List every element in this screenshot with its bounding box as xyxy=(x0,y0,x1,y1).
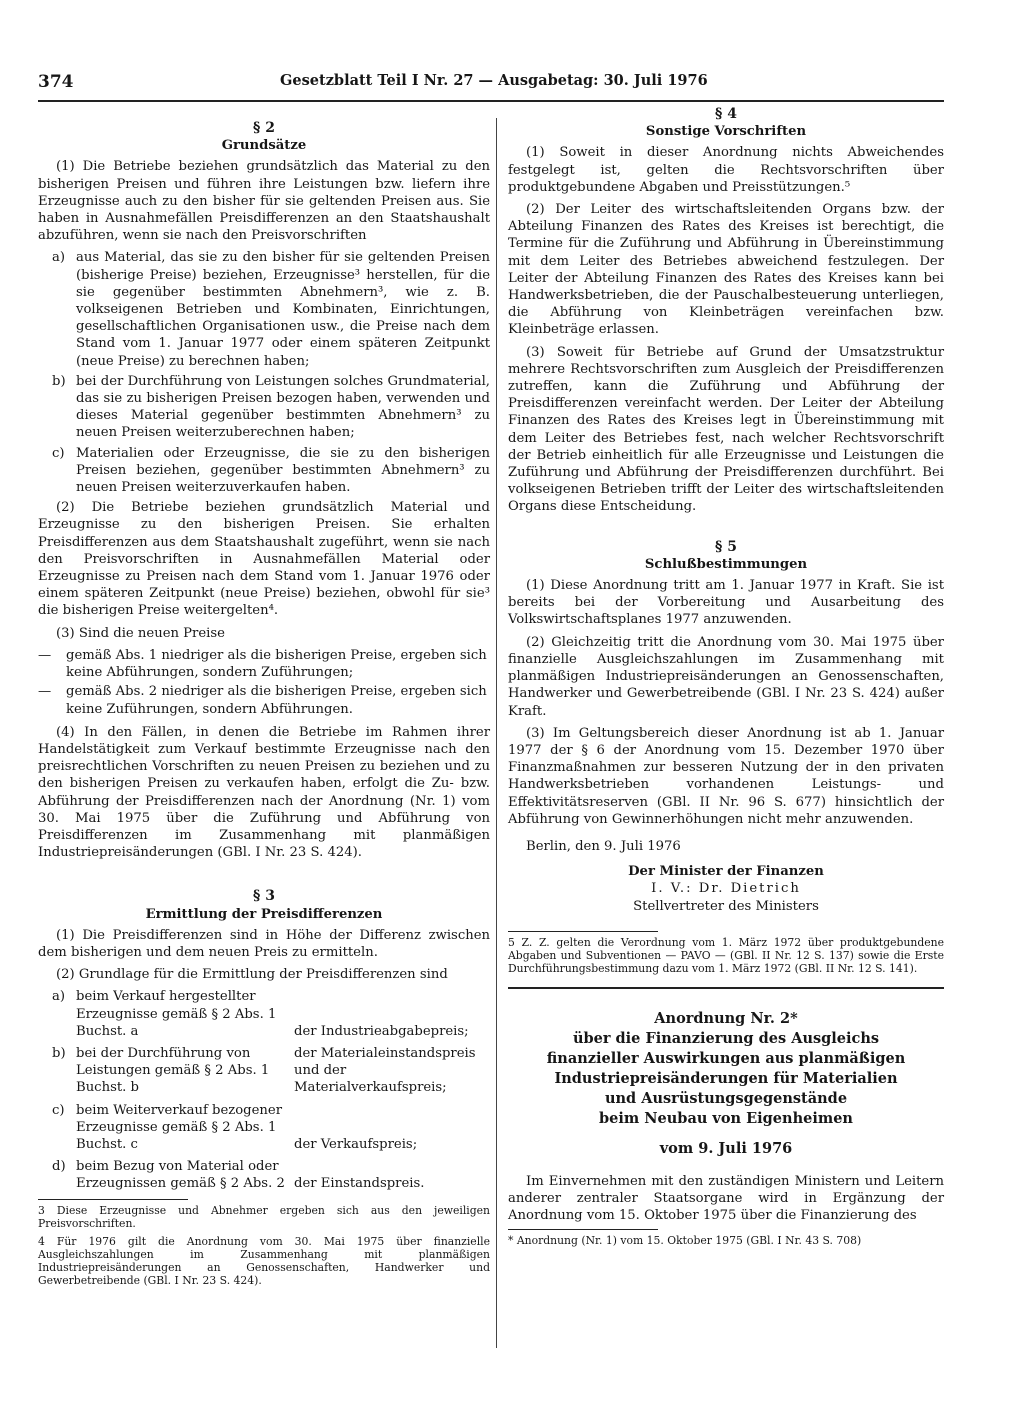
basis-row xyxy=(38,988,490,1040)
anordnung-footnote: * Anordnung (Nr. 1) vom 15. Oktober 1975 (GBl. I Nr. 43 S. 708) xyxy=(508,1234,862,1248)
footnote-3: 3 Diese Erzeugnisse und Abnehmer ergeben sich aus den jeweiligen Preisvorschriften. xyxy=(38,1203,490,1230)
basis-row xyxy=(38,1158,490,1192)
section-3-paragraph-2: (2) Grundlage für die Ermittlung der Preisdifferenzen sind xyxy=(56,967,448,983)
basis-row xyxy=(38,1045,490,1097)
basis-row-text: beim Weiterverkauf bezogener Erzeugnisse gemäß § 2 Abs. 1 Buchst. c xyxy=(76,1102,283,1152)
section-2-title: Grundsätze xyxy=(221,138,307,154)
list-item-label: b) xyxy=(52,373,66,389)
dash-item xyxy=(38,647,490,681)
anordnung-title xyxy=(508,1009,944,1159)
dash-label: — xyxy=(38,647,52,663)
section-5-number: § 5 xyxy=(715,538,737,555)
section-2-paragraph-3: (3) Sind die neuen Preise xyxy=(56,625,225,641)
section-4-paragraph-1: (1) Soweit in dieser Anordnung nichts Abweichendes festgelegt ist, gelten die Rechtsvorschriften über produktgebundene Abgaben und Preisstützungen.⁵ xyxy=(508,145,944,195)
footnote-4: 4 Für 1976 gilt die Anordnung vom 30. Mai 1975 über finanzielle Ausgleichszahlungen im Zusammenhang mit planmäßigen Industriepreisänderungen an Genossenschaften, Handwerker und Gewerbetreibende (GBl. I Nr. 23 S. 424). xyxy=(38,1234,490,1287)
section-divider xyxy=(508,987,944,989)
basis-row-text: beim Bezug von Material oder Erzeugnissen gemäß § 2 Abs. 2 xyxy=(76,1159,285,1192)
list-item-text: Materialien oder Erzeugnisse, die sie zu den bisherigen Preisen beziehen, gegenüber bestimmten Abnehmern³ zu neuen Preisen weiterzuverkaufen haben. xyxy=(76,445,490,496)
basis-row-value: der Verkaufspreis; xyxy=(294,1136,418,1152)
left-column xyxy=(38,120,490,1292)
signature-office: Der Minister der Finanzen xyxy=(628,864,824,880)
basis-row-label: d) xyxy=(52,1159,66,1175)
section-5-paragraph-3: (3) Im Geltungsbereich dieser Anordnung ist ab 1. Januar 1977 der § 6 der Anordnung vom 15. Dezember 1970 über Finanzmaßnahmen zur besseren Nutzung der in den privaten Handwerksbetrieben vorhandenen Leistungs- und Effektivitätsreserven (GBl. II Nr. 96 S. 677) hinsichtlich der Abführung von Gewinnerhöhungen nicht mehr anzuwenden. xyxy=(508,725,944,827)
header-rule xyxy=(38,100,944,102)
column-divider xyxy=(496,118,497,1348)
section-3-paragraph-1: (1) Die Preisdifferenzen sind in Höhe der Differenz zwischen dem bisherigen und dem neuen Preis zu ermitteln. xyxy=(38,927,490,960)
basis-row-text: beim Verkauf hergestellter Erzeugnisse gemäß § 2 Abs. 1 Buchst. a xyxy=(76,989,277,1039)
basis-row-label: a) xyxy=(52,989,66,1005)
section-4-paragraph-2: (2) Der Leiter des wirtschaftsleitenden Organs bzw. der Abteilung Finanzen des Rates des Kreises ist berechtigt, die Termine für die Zuführung und Abführung in Übereinstimmung mit dem Leiter des Betriebes abweichend festzulegen. Der Leiter der Abteilung Finanzen des Rates des Kreises kann bei Handwerksbetrieben, die der Pauschalbesteuerung unterliegen, die Abführung von Kleinbeträgen vereinfachen bzw. Kleinbeträge erlassen. xyxy=(508,202,944,338)
basis-row-label: b) xyxy=(52,1045,66,1061)
section-2-paragraph-4: (4) In den Fällen, in denen die Betriebe im Rahmen ihrer Handelstätigkeit zum Verkauf bestimmte Erzeugnisse nach den preisrechtlichen Vorschriften zu neuen Preisen zu beziehen und zu den bisherigen Preisen zu verkaufen haben, erfolgt die Zu- bzw. Abführung der Preisdifferenzen nach der Anordnung (Nr. 1) vom 30. Mai 1975 über die Zuführung und Abführung von Preisdifferenzen im Zusammenhang mit planmäßigen Industriepreisänderungen (GBl. I Nr. 23 S. 424). xyxy=(38,724,490,861)
footnote-rule xyxy=(508,1229,658,1230)
dash-label: — xyxy=(38,684,52,700)
dash-item xyxy=(38,683,490,717)
section-4-number: § 4 xyxy=(715,106,737,122)
section-5-paragraph-2: (2) Gleichzeitig tritt die Anordnung vom 30. Mai 1975 über finanzielle Ausgleichszahlungen im Zusammenhang mit planmäßigen Industriepreisänderungen an Genossenschaften, Handwerker und Gewerbetreibende (GBl. I Nr. 23 S. 424) außer Kraft. xyxy=(508,634,944,719)
anordnung-date: vom 9. Juli 1976 xyxy=(659,1139,793,1157)
anordnung-title-line: beim Neubau von Eigenheimen xyxy=(599,1109,853,1127)
footnote-rule xyxy=(508,931,658,932)
section-2-number: § 2 xyxy=(253,120,275,136)
list-item xyxy=(38,445,490,497)
section-5-paragraph-1: (1) Diese Anordnung tritt am 1. Januar 1977 in Kraft. Sie ist bereits bei der Vorbereitung und Ausarbeitung des Volkswirtschaftsplanes 1977 anzuwenden. xyxy=(508,578,944,628)
section-4-title: Sonstige Vorschriften xyxy=(645,124,807,140)
page-header xyxy=(38,72,944,96)
list-item-label: c) xyxy=(52,445,65,461)
basis-row-value: der Materialeinstandspreis und der Materialverkaufspreis; xyxy=(294,1045,476,1096)
footnote-5: 5 Z. Z. gelten die Verordnung vom 1. März 1972 über produktgebundene Abgaben und Subventionen — PAVO — (GBl. II Nr. 12 S. 137) sowie die Erste Durchführungsbestimmung dazu vom 1. März 1972 (GBl. II Nr. 12 S. 141). xyxy=(508,935,944,975)
anordnung-title-line: und Ausrüstungsgegenstände xyxy=(604,1089,848,1107)
basis-row xyxy=(38,1102,490,1154)
anordnung-title-line: über die Finanzierung des Ausgleichs xyxy=(572,1029,880,1047)
footnote-rule xyxy=(38,1199,188,1200)
dash-text: gemäß Abs. 2 niedriger als die bisherigen Preise, ergeben sich keine Zuführungen, sondern Abführungen. xyxy=(66,684,487,717)
anordnung-title-line: finanzieller Auswirkungen aus planmäßigen xyxy=(546,1049,906,1067)
section-5-title: Schlußbestimmungen xyxy=(644,556,808,572)
anordnung-title-line: Anordnung Nr. 2* xyxy=(654,1009,798,1027)
dash-text: gemäß Abs. 1 niedriger als die bisherigen Preise, ergeben sich keine Abführungen, sondern Zuführungen; xyxy=(66,647,487,681)
page-number: 374 xyxy=(38,72,74,92)
basis-row-value: der Einstandspreis. xyxy=(294,1176,425,1192)
section-2-paragraph-2: (2) Die Betriebe beziehen grundsätzlich Material und Erzeugnisse zu den bisherigen Preisen. Sie erhalten Preisdifferenzen aus dem Staatshaushalt zugeführt, wenn sie nach den Preisvorschriften in Ausnahmefällen Material oder Erzeugnisse zu Preisen nach dem Stand vom 1. Januar 1976 oder einem späteren Zeitpunkt (neue Preise) beziehen, obwohl für sie³ die bisherigen Preise weitergelten⁴. xyxy=(38,500,490,619)
basis-row-value: der Industrieabgabepreis; xyxy=(294,1023,469,1039)
section-3-number: § 3 xyxy=(253,888,275,905)
list-item-text: bei der Durchführung von Leistungen solches Grundmaterial, das sie zu bisherigen Preisen bezogen haben, verwenden und dieses Material gegenüber bestimmten Abnehmern³ zu neuen Preisen weiterzuberechnen haben; xyxy=(76,373,490,441)
signature-place-date: Berlin, den 9. Juli 1976 xyxy=(526,838,681,854)
list-item xyxy=(38,373,490,442)
header-title: Gesetzblatt Teil I Nr. 27 — Ausgabetag: 30. Juli 1976 xyxy=(280,72,708,89)
list-item xyxy=(38,249,490,369)
basis-row-label: c) xyxy=(52,1102,65,1118)
section-2-paragraph-1: (1) Die Betriebe beziehen grundsätzlich das Material zu den bisherigen Preisen und führen ihre Leistungen bzw. liefern ihre Erzeugnisse auch zu den bisher für sie geltenden Preisen aus. Sie haben in Ausnahmefällen Preisdifferenzen an den Staatshaushalt abzuführen, wenn sie nach den Preisvorschriften xyxy=(38,159,490,244)
right-column xyxy=(508,106,944,1252)
basis-row-text: bei der Durchführung von Leistungen gemäß § 2 Abs. 1 Buchst. b xyxy=(76,1045,270,1096)
anordnung-intro: Im Einvernehmen mit den zuständigen Ministern und Leitern anderer zentraler Staatsorgane wird in Ergänzung der Anordnung vom 15. Oktober 1975 über die Finanzierung des xyxy=(508,1173,944,1224)
list-item-text: aus Material, das sie zu den bisher für sie geltenden Preisen (bisherige Preise) beziehen, Erzeugnisse³ herstellen, für die sie gegenüber bestimmten Abnehmern³, wie z. B. volkseigenen Betrieben und Kombinaten, Einrichtungen, gesellschaftlichen Organisationen usw., die Preise nach dem Stand vom 1. Januar 1977 oder einem späteren Zeitpunkt (neue Preise) zu berechnen haben; xyxy=(76,250,490,369)
signature-deputy: I. V.: Dr. Dietrich xyxy=(651,881,801,897)
section-3-title: Ermittlung der Preisdifferenzen xyxy=(145,906,383,922)
anordnung-title-line: Industriepreisänderungen für Materialien xyxy=(554,1069,898,1087)
section-4-paragraph-3: (3) Soweit für Betriebe auf Grund der Umsatzstruktur mehrere Rechtsvorschriften zum Ausgleich der Preisdifferenzen zutreffen, kann die Zuführung und Abführung der Preisdifferenzen vereinfacht werden. Der Leiter der Abteilung Finanzen des Rates des Kreises legt in Übereinstimmung mit dem Leiter des Betriebes fest, nach welcher Rechtsvorschrift der Betrieb einheitlich für alle Erzeugnisse und Leistungen die Zuführung und Abführung der Preisdifferenzen durchführt. Bei volkseigenen Betrieben trifft der Leiter des wirtschaftsleitenden Organs diese Entscheidung. xyxy=(508,344,944,515)
list-item-label: a) xyxy=(52,250,66,266)
signature-role: Stellvertreter des Ministers xyxy=(633,898,819,914)
